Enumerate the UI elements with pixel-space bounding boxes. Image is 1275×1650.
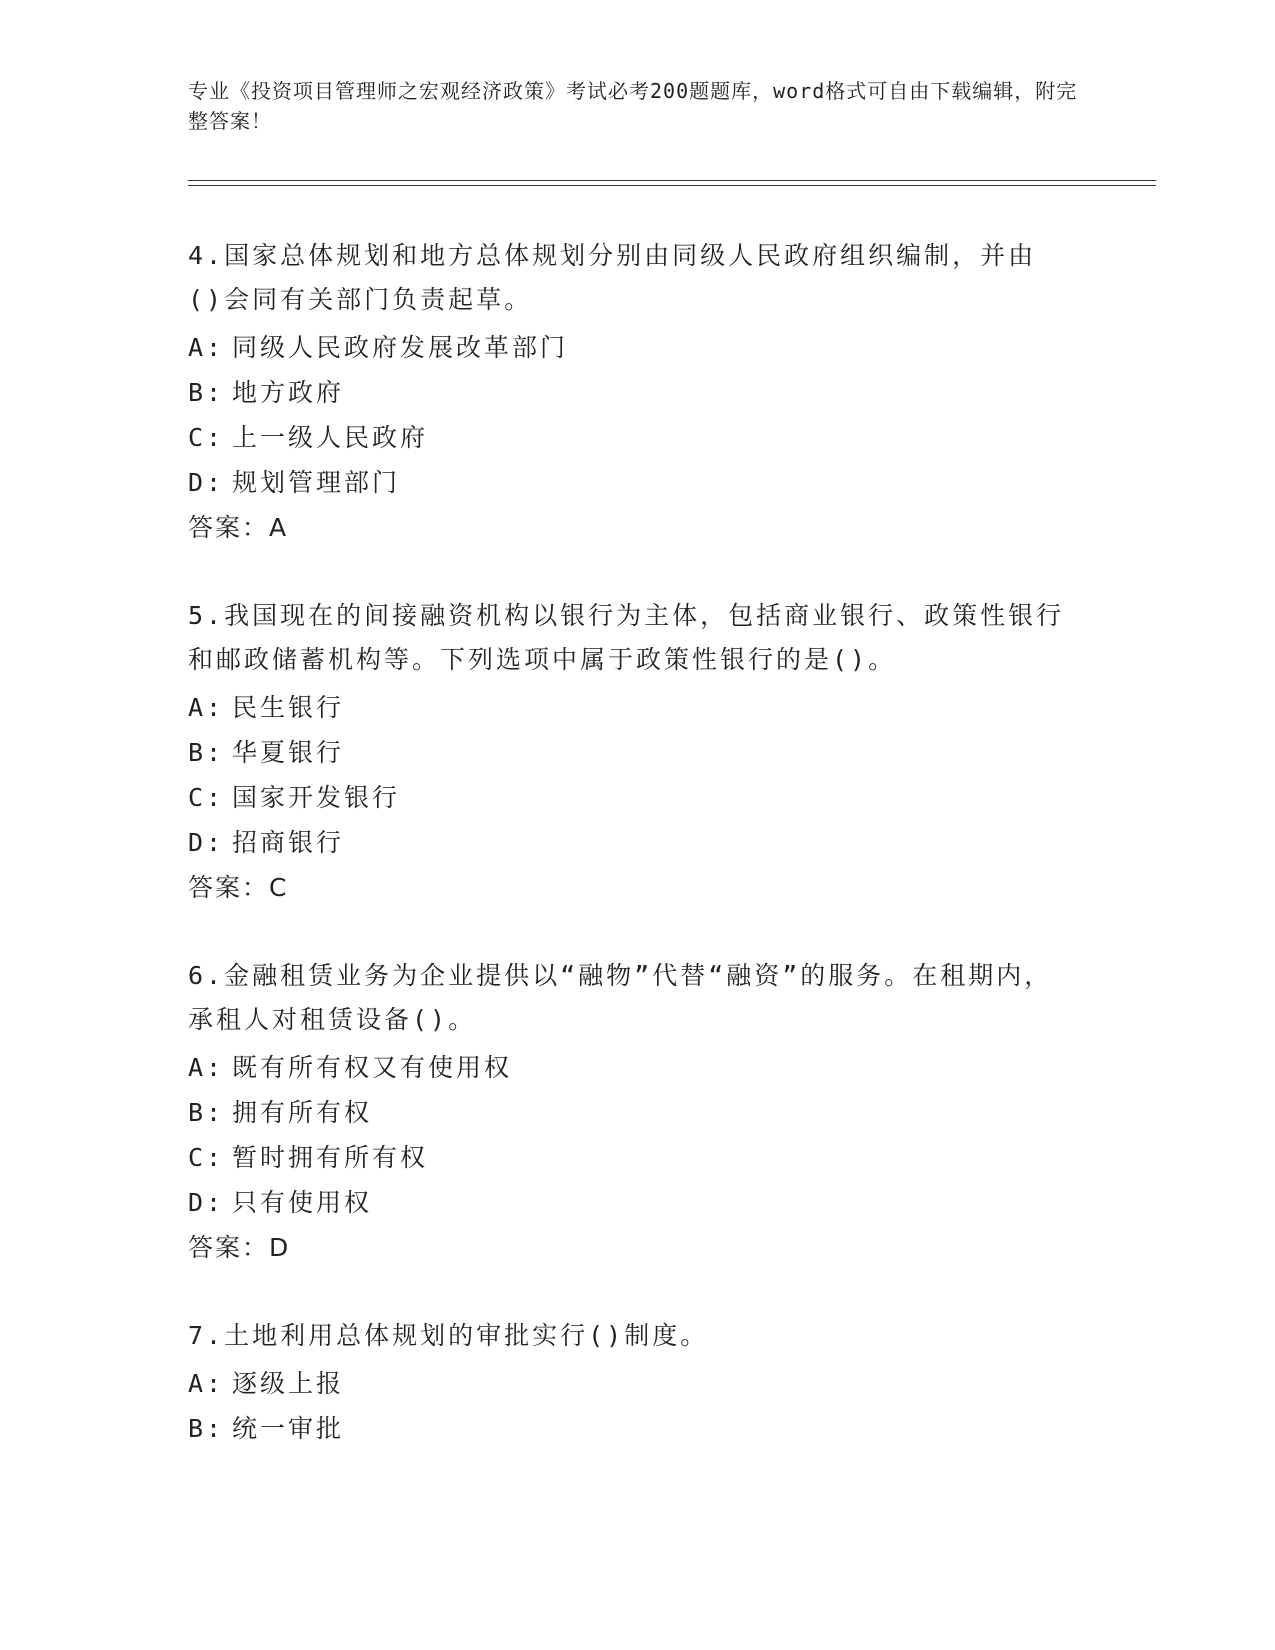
option-key: A: — [188, 1369, 225, 1398]
option-key: D: — [188, 1188, 225, 1217]
option-key: C: — [188, 783, 225, 812]
option-key: D: — [188, 468, 225, 497]
option-a — [188, 1045, 1068, 1090]
answer-line: 答案：D — [188, 1233, 291, 1262]
option-text: 地方政府 — [232, 378, 345, 407]
option-key: C: — [188, 1143, 225, 1172]
option-text: 规划管理部门 — [232, 468, 401, 497]
option-d — [188, 1180, 1068, 1225]
option-text: 民生银行 — [232, 693, 345, 722]
option-b — [188, 1406, 1068, 1451]
option-key: B: — [188, 738, 225, 767]
option-text: 招商银行 — [232, 828, 345, 857]
question-stem: 4.国家总体规划和地方总体规划分别由同级人民政府组织编制，并由()会同有关部门负责起草。 — [188, 241, 1037, 314]
option-text: 统一审批 — [232, 1414, 345, 1443]
option-text: 华夏银行 — [232, 738, 345, 767]
option-key: D: — [188, 828, 225, 857]
option-text: 拥有所有权 — [232, 1098, 373, 1127]
option-key: A: — [188, 1053, 225, 1082]
option-key: B: — [188, 1098, 225, 1127]
question-list — [188, 234, 1068, 1495]
option-c — [188, 415, 1068, 460]
option-c — [188, 775, 1068, 820]
option-key: A: — [188, 693, 225, 722]
question-stem: 6.金融租赁业务为企业提供以“融物”代替“融资”的服务。在租期内，承租人对租赁设备()。 — [188, 961, 1053, 1034]
option-key: A: — [188, 333, 225, 362]
option-a — [188, 685, 1068, 730]
option-b — [188, 1090, 1068, 1135]
option-key: B: — [188, 1414, 225, 1443]
option-text: 只有使用权 — [232, 1188, 373, 1217]
option-b — [188, 370, 1068, 415]
document-header: 专业《投资项目管理师之宏观经济政策》考试必考200题题库，word格式可自由下载编辑，附完整答案！ — [188, 79, 1078, 133]
question-stem: 5.我国现在的间接融资机构以银行为主体，包括商业银行、政策性银行和邮政储蓄机构等。下列选项中属于政策性银行的是()。 — [188, 601, 1065, 674]
option-text: 上一级人民政府 — [232, 423, 429, 452]
header-divider-top — [188, 180, 1156, 181]
option-text: 国家开发银行 — [232, 783, 401, 812]
header-divider-bottom — [188, 185, 1156, 186]
option-text: 逐级上报 — [232, 1369, 345, 1398]
option-c — [188, 1135, 1068, 1180]
option-text: 同级人民政府发展改革部门 — [232, 333, 569, 362]
question-stem: 7.土地利用总体规划的审批实行()制度。 — [188, 1321, 709, 1350]
option-a — [188, 325, 1068, 370]
option-key: C: — [188, 423, 225, 452]
option-d — [188, 460, 1068, 505]
question-item — [188, 594, 1068, 910]
option-key: B: — [188, 378, 225, 407]
option-text: 既有所有权又有使用权 — [232, 1053, 513, 1082]
option-d — [188, 820, 1068, 865]
answer-line: 答案：C — [188, 873, 289, 902]
question-item — [188, 954, 1068, 1270]
option-b — [188, 730, 1068, 775]
answer-line: 答案：A — [188, 513, 289, 542]
option-a — [188, 1361, 1068, 1406]
question-item — [188, 234, 1068, 550]
option-text: 暂时拥有所有权 — [232, 1143, 429, 1172]
question-item — [188, 1314, 1068, 1451]
